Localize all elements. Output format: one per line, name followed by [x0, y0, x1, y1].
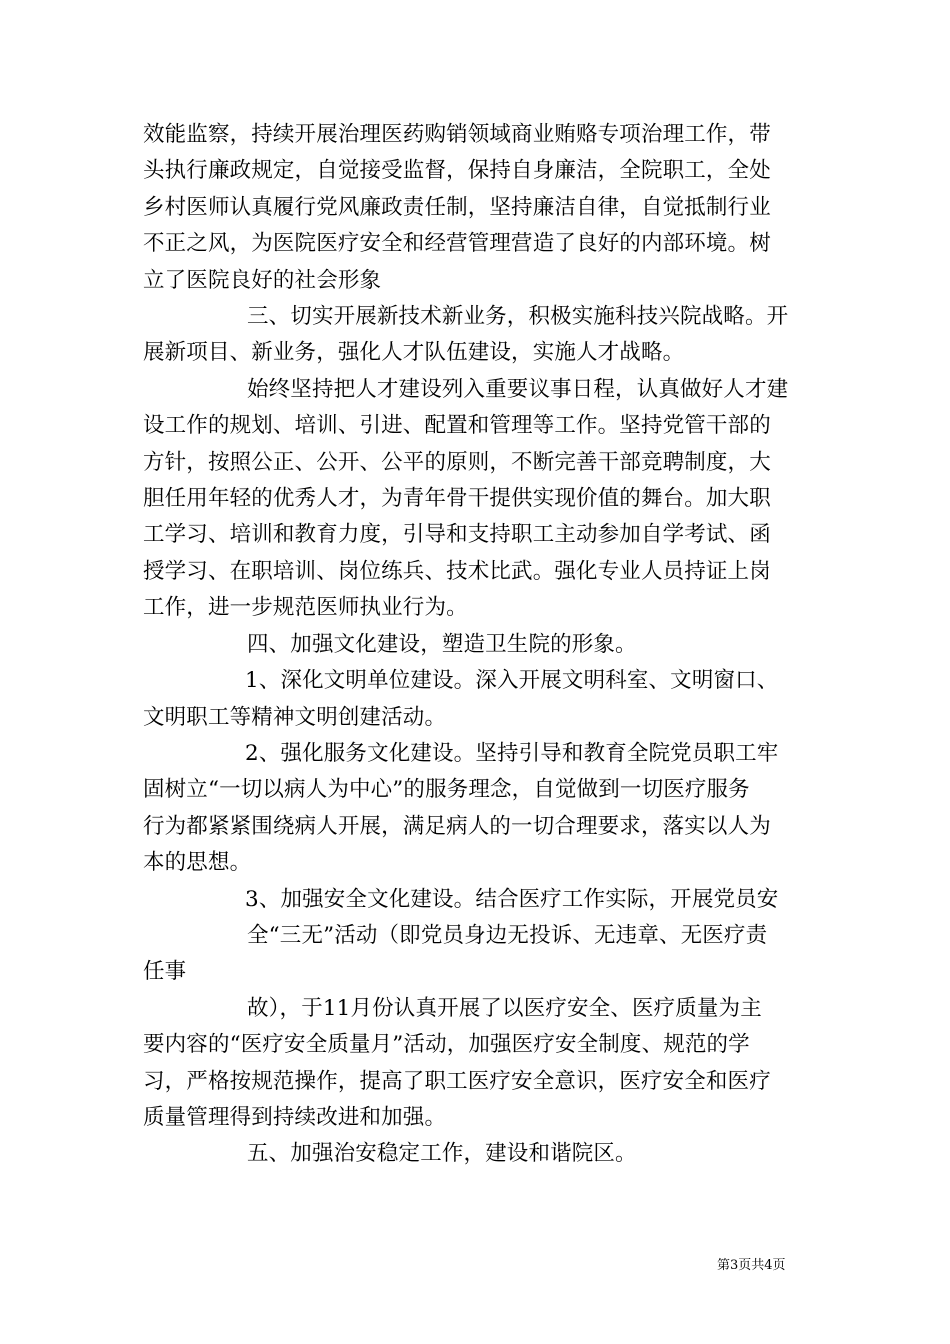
text-line: 乡村医师认真履行党风廉政责任制，坚持廉洁自律，自觉抵制行业	[143, 194, 771, 220]
text-line: 头执行廉政规定，自觉接受监督，保持自身廉洁，全院职工，全处	[143, 158, 771, 184]
text-line: 胆任用年轻的优秀人才，为青年骨干提供实现价值的舞台。加大职	[143, 486, 771, 512]
text-line: 任事	[143, 959, 187, 985]
list-item-3: 3、加强安全文化建设。结合医疗工作实际，开展党员安	[245, 886, 779, 912]
text-line: 设工作的规划、培训、引进、配置和管理等工作。坚持党管干部的	[143, 413, 771, 439]
text-line: 本的思想。	[143, 850, 252, 876]
document-body	[143, 117, 811, 1173]
text-line: 全“三无”活动（即党员身边无投诉、无违章、无医疗责	[247, 922, 768, 948]
paragraph-start: 始终坚持把人才建设列入重要议事日程，认真做好人才建	[247, 376, 789, 402]
text-line: 效能监察，持续开展治理医药购销领域商业贿赂专项治理工作，带	[143, 122, 771, 147]
list-item-2: 2、强化服务文化建设。坚持引导和教育全院党员职工牢	[245, 740, 779, 766]
text-line: 要内容的“医疗安全质量月”活动，加强医疗安全制度、规范的学	[143, 1032, 750, 1058]
text-line: 固树立“一切以病人为中心”的服务理念，自觉做到一切医疗服务	[143, 777, 750, 803]
section-heading-5: 五、加强治安稳定工作，建设和谐院区。	[247, 1141, 637, 1167]
text-line: 故），于11月份认真开展了以医疗安全、医疗质量为主	[247, 995, 762, 1021]
text-line: 授学习、在职培训、岗位练兵、技术比武。强化专业人员持证上岗	[143, 558, 771, 584]
section-heading-4: 四、加强文化建设，塑造卫生院的形象。	[247, 631, 637, 657]
text-line: 立了医院良好的社会形象	[143, 267, 382, 293]
text-line: 质量管理得到持续改进和加强。	[143, 1104, 447, 1130]
text-line: 行为都紧紧围绕病人开展，满足病人的一切合理要求，落实以人为	[143, 813, 771, 839]
text-line: 不正之风，为医院医疗安全和经营管理营造了良好的内部环境。树	[143, 231, 771, 257]
text-line: 文明职工等精神文明创建活动。	[143, 704, 447, 730]
page-number: 第3页共4页	[717, 1258, 786, 1273]
text-line: 展新项目、新业务，强化人才队伍建设，实施人才战略。	[143, 340, 685, 366]
text-line: 工学习、培训和教育力度，引导和支持职工主动参加自学考试、函	[143, 522, 771, 548]
section-heading-3: 三、切实开展新技术新业务，积极实施科技兴院战略。开	[247, 304, 789, 330]
text-line: 工作，进一步规范医师执业行为。	[143, 595, 468, 621]
text-line: 方针，按照公正、公开、公平的原则，不断完善干部竞聘制度，大	[143, 449, 771, 475]
text-line: 习，严格按规范操作，提高了职工医疗安全意识，医疗安全和医疗	[143, 1068, 771, 1094]
list-item-1: 1、深化文明单位建设。深入开展文明科室、文明窗口、	[245, 668, 779, 694]
